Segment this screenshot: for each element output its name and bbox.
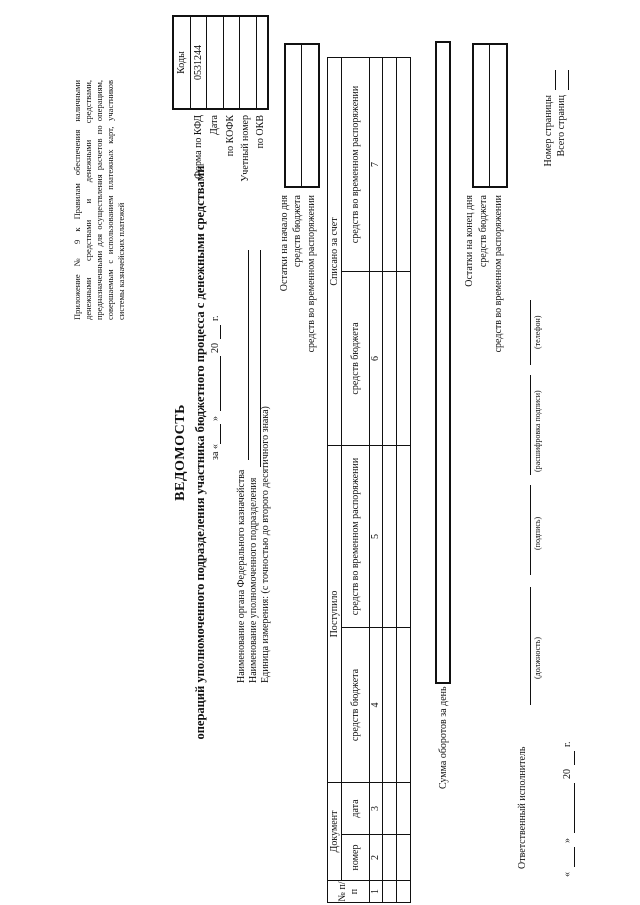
period-mid: » <box>210 416 221 421</box>
col-number-2: 2 <box>370 835 383 881</box>
opening-balance-temporary: средств во временном распоряжении <box>306 195 317 353</box>
code-kofk[interactable] <box>224 17 241 108</box>
date-open: « <box>562 872 573 877</box>
code-account[interactable] <box>240 17 257 108</box>
label-unit: Единица измерения: (с точностью до второго десятичного знака) <box>260 406 271 683</box>
col-number-6: 6 <box>370 272 383 446</box>
daily-turnover-box[interactable] <box>435 41 451 684</box>
label-kofk: по КОФК <box>225 115 236 157</box>
codes-box <box>172 15 269 110</box>
document-subtitle: операций уполномоченного подразделения участника бюджетного процесса с денежными средствами <box>193 165 207 740</box>
col-written-budget: средств бюджета <box>342 272 370 446</box>
label-date: Дата <box>209 115 220 135</box>
closing-balance-budget: средств бюджета <box>478 195 489 268</box>
col-received-temporary: средств во временном распоряжении <box>342 446 370 628</box>
date-year: 20 <box>562 769 573 779</box>
col-number-1: 1 <box>370 881 383 903</box>
sig-name: (расшифровка подписи) <box>533 390 542 472</box>
sig-signature: (подпись) <box>533 516 542 550</box>
label-account-number: Учетный номер <box>240 115 251 182</box>
label-form-okud: Форма по КФД <box>193 115 204 179</box>
label-treasury-name: Наименование органа Федерального казначейства <box>236 469 247 683</box>
sig-position: (должность) <box>533 637 542 679</box>
daily-turnover-label: Сумма оборотов за день <box>438 686 449 789</box>
codes-header: Коды <box>174 17 191 108</box>
code-okv[interactable] <box>257 17 273 108</box>
responsible-label: Ответственный исполнитель <box>517 746 528 869</box>
date-close: » <box>562 838 573 843</box>
document-title: ВЕДОМОСТЬ <box>173 404 188 501</box>
col-document-header: Документ <box>328 783 342 881</box>
period-prefix: за « <box>210 444 221 460</box>
col-number-3: 3 <box>370 783 383 835</box>
opening-balance-title: Остатки на начало дня <box>279 195 290 292</box>
opening-balance-box[interactable] <box>284 43 320 188</box>
label-okv: по ОКВ <box>255 115 266 149</box>
code-date[interactable] <box>207 17 224 108</box>
sig-phone: (телефон) <box>533 315 542 349</box>
col-date-header: дата <box>342 783 370 835</box>
closing-balance-box[interactable] <box>472 43 508 188</box>
page-number-label: Номер страницы <box>543 95 554 167</box>
col-received-budget: средств бюджета <box>342 628 370 783</box>
closing-balance-title: Остатки на конец дня <box>464 195 475 287</box>
table-row[interactable] <box>397 57 411 902</box>
period-year: 20 <box>210 343 221 353</box>
col-number-7: 7 <box>370 57 383 271</box>
period-suffix: г. <box>210 315 221 321</box>
col-number-header: номер <box>342 835 370 881</box>
opening-balance-budget: средств бюджета <box>292 195 303 268</box>
operations-table <box>327 57 411 903</box>
col-written-off-header: Списано за счет <box>328 57 342 445</box>
table-row[interactable] <box>383 57 397 902</box>
col-number-4: 4 <box>370 628 383 783</box>
appendix-note: Приложение № 9 к Правилам обеспечения наличными денежными средствами и денежными средствами, предназначенными для осуществления расчетов по операциям, совершаемым с использованием платежных карт, участников системы казначейских платежей <box>72 80 126 320</box>
col-received-header: Поступило <box>328 446 342 783</box>
col-number-5: 5 <box>370 446 383 628</box>
col-written-temporary: средств во временном распоряжении <box>342 57 370 271</box>
col-num-header: № п/п <box>328 881 370 903</box>
date-suffix: г. <box>562 741 573 747</box>
closing-balance-temporary: средств во временном распоряжении <box>493 195 504 353</box>
label-subdivision-name: Наименование уполномоченного подразделения <box>248 477 259 683</box>
form-code: 0531244 <box>191 17 208 108</box>
total-pages-label: Всего страниц <box>556 95 567 157</box>
